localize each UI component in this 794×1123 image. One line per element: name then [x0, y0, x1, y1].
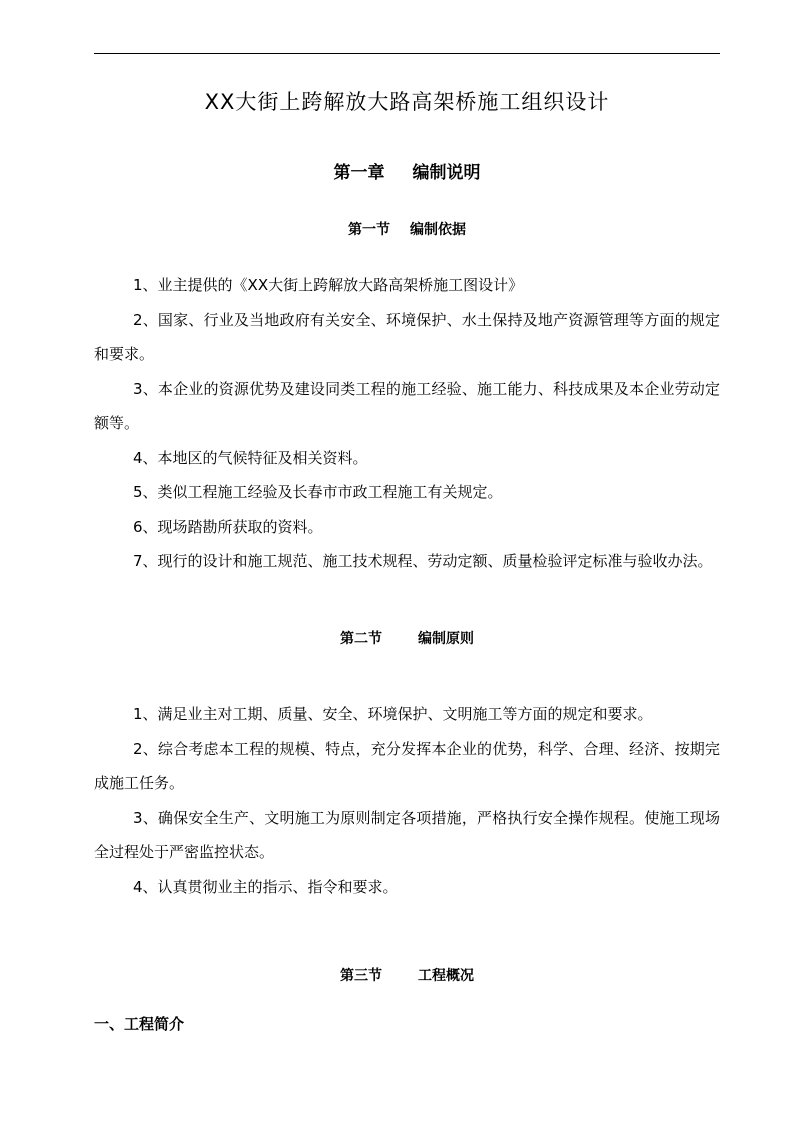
section-name: 编制依据: [410, 222, 466, 238]
list-item: 2、综合考虑本工程的规模、特点，充分发挥本企业的优势，科学、合理、经济、按期完成施工任务。: [94, 739, 720, 792]
list-item: 6、现场踏勘所获取的资料。: [133, 517, 323, 536]
list-item: 1、满足业主对工期、质量、安全、环境保护、文明施工等方面的规定和要求。: [133, 705, 653, 723]
section-number: 第二节: [340, 631, 382, 647]
list-item: 4、认真贯彻业主的指示、指令和要求。: [133, 877, 398, 896]
list-item: 4、本地区的气候特征及相关资料。: [133, 448, 368, 467]
basis-list: [94, 268, 720, 579]
document-title: XX大街上跨解放大路高架桥施工组织设计: [204, 90, 610, 114]
section-heading-2: [94, 628, 720, 648]
section-heading-1: [94, 219, 720, 239]
chapter-name: 编制说明: [412, 163, 481, 183]
list-item: 5、类似工程施工经验及长春市市政工程施工有关规定。: [133, 483, 503, 501]
section-name: 工程概况: [418, 968, 474, 984]
list-item: 7、现行的设计和施工规范、施工技术规程、劳动定额、质量检验评定标准与验收办法。: [133, 552, 713, 570]
header-rule: [94, 53, 720, 54]
section-number: 第一节: [348, 222, 390, 238]
list-item: 3、本企业的资源优势及建设同类工程的施工经验、施工能力、科技成果及本企业劳动定额等。: [94, 379, 720, 432]
chapter-heading: [94, 158, 720, 183]
section-name: 编制原则: [418, 631, 474, 647]
section-heading-3: [94, 965, 720, 985]
chapter-number: 第一章: [333, 163, 385, 183]
list-item: 3、确保安全生产、文明施工为原则制定各项措施，严格执行安全操作规程。使施工现场全过程处于严密监控状态。: [94, 808, 720, 861]
list-item: 2、国家、行业及当地政府有关安全、环境保护、水土保持及地产资源管理等方面的规定和要求。: [94, 310, 720, 363]
subsection-heading: 一、工程简介: [94, 1015, 185, 1033]
principles-list: [94, 697, 720, 904]
list-item: 1、业主提供的《XX大街上跨解放大路高架桥施工图设计》: [133, 276, 524, 294]
section-number: 第三节: [340, 968, 382, 984]
